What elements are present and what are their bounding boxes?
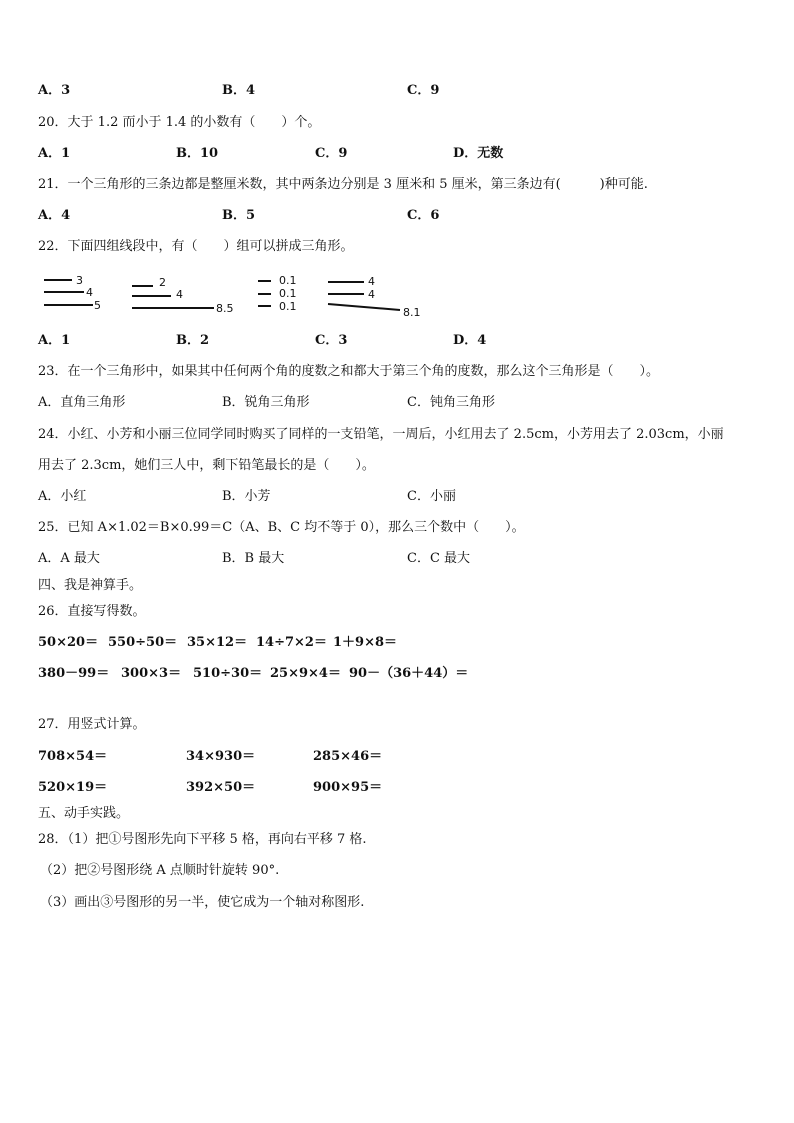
q27-calc-5: 392×50＝ bbox=[186, 780, 256, 795]
group3-label-2: 0.1 bbox=[279, 287, 297, 300]
q26-calc-2: 550÷50＝ bbox=[108, 635, 178, 650]
group1-label-2: 4 bbox=[86, 286, 93, 299]
q22-option-a[interactable]: A．1 bbox=[38, 333, 71, 348]
group1-label-1: 3 bbox=[76, 274, 83, 287]
q26-calc-9: 25×9×4＝ bbox=[270, 666, 341, 681]
q21-option-b[interactable]: B．5 bbox=[222, 208, 256, 223]
q21-question: 21．一个三角形的三条边都是整厘米数，其中两条边分别是 3 厘米和 5 厘米，第三条边有( )种可能. bbox=[38, 177, 648, 192]
q21-option-c[interactable]: C．6 bbox=[407, 208, 440, 223]
group2-label-1: 2 bbox=[159, 276, 166, 289]
q20-option-d[interactable]: D．无数 bbox=[453, 146, 504, 161]
q26-calc-6: 380－99＝ bbox=[38, 666, 110, 681]
segment-group-3 bbox=[258, 274, 297, 313]
group4-label-2: 4 bbox=[368, 288, 375, 301]
q27-calc-2: 34×930＝ bbox=[186, 749, 256, 764]
q24-option-a[interactable]: A．小红 bbox=[38, 489, 87, 504]
q19-option-a[interactable]: A．3 bbox=[38, 83, 71, 98]
q20-question: 20．大于 1.2 而小于 1.4 的小数有（ ）个。 bbox=[38, 115, 321, 130]
q26-calc-8: 510÷30＝ bbox=[193, 666, 263, 681]
q26-calc-4: 14÷7×2＝ bbox=[256, 635, 327, 650]
q20-option-b[interactable]: B．10 bbox=[176, 146, 219, 161]
q28-part-2: （2）把②号图形绕 A 点顺时针旋转 90°. bbox=[40, 863, 280, 878]
group1-label-3: 5 bbox=[94, 299, 101, 312]
q26-question: 26．直接写得数。 bbox=[38, 604, 146, 619]
q22-option-b[interactable]: B．2 bbox=[176, 333, 210, 348]
q22-question: 22．下面四组线段中，有（ ）组可以拼成三角形。 bbox=[38, 239, 354, 254]
section-5-heading: 五、动手实践。 bbox=[38, 806, 130, 821]
group3-label-3: 0.1 bbox=[279, 300, 297, 313]
q23-option-c[interactable]: C．钝角三角形 bbox=[407, 395, 495, 410]
q24-question-line2: 用去了 2.3cm，她们三人中，剩下铅笔最长的是（ ）。 bbox=[38, 458, 375, 473]
q26-calc-7: 300×3＝ bbox=[121, 666, 182, 681]
q22-option-c[interactable]: C．3 bbox=[315, 333, 348, 348]
q27-calc-6: 900×95＝ bbox=[313, 780, 383, 795]
group2-label-2: 4 bbox=[176, 288, 183, 301]
section-4-heading: 四、我是神算手。 bbox=[38, 578, 143, 593]
line-segments-figure bbox=[38, 270, 458, 322]
q27-calc-4: 520×19＝ bbox=[38, 780, 108, 795]
q24-question-line1: 24．小红、小芳和小丽三位同学同时购买了同样的一支铅笔，一周后，小红用去了 2.5cm，小芳用去了 2.03cm，小丽 bbox=[38, 427, 724, 442]
group4-label-1: 4 bbox=[368, 275, 375, 288]
q23-option-a[interactable]: A．直角三角形 bbox=[38, 395, 126, 410]
q23-question: 23．在一个三角形中，如果其中任何两个角的度数之和都大于第三个角的度数，那么这个三角形是（ ）。 bbox=[38, 364, 660, 379]
segment-group-4 bbox=[328, 275, 421, 319]
q24-option-b[interactable]: B．小芳 bbox=[222, 489, 271, 504]
q25-option-c[interactable]: C．C 最大 bbox=[407, 551, 471, 566]
q23-option-b[interactable]: B．锐角三角形 bbox=[222, 395, 310, 410]
segment-group-2 bbox=[132, 276, 234, 315]
q26-calc-3: 35×12＝ bbox=[187, 635, 248, 650]
group2-label-3: 8.5 bbox=[216, 302, 234, 315]
q20-option-a[interactable]: A．1 bbox=[38, 146, 71, 161]
q25-question: 25．已知 A×1.02＝B×0.99＝C（A、B、C 均不等于 0），那么三个数中（ ）。 bbox=[38, 520, 525, 535]
q28-part-3: （3）画出③号图形的另一半，使它成为一个轴对称图形. bbox=[40, 895, 365, 910]
q24-option-c[interactable]: C．小丽 bbox=[407, 489, 456, 504]
q26-calc-1: 50×20＝ bbox=[38, 635, 99, 650]
group3-label-1: 0.1 bbox=[279, 274, 297, 287]
q25-option-a[interactable]: A．A 最大 bbox=[38, 551, 100, 566]
segment-group-1 bbox=[44, 274, 101, 312]
q20-option-c[interactable]: C．9 bbox=[315, 146, 348, 161]
q27-calc-3: 285×46＝ bbox=[313, 749, 383, 764]
q19-option-c[interactable]: C．9 bbox=[407, 83, 440, 98]
q27-question: 27．用竖式计算。 bbox=[38, 717, 146, 732]
q28-part-1: 28．（1）把①号图形先向下平移 5 格，再向右平移 7 格. bbox=[38, 832, 367, 847]
q19-option-b[interactable]: B．4 bbox=[222, 83, 256, 98]
q26-calc-10: 90－（36＋44）＝ bbox=[349, 666, 469, 681]
q27-calc-1: 708×54＝ bbox=[38, 749, 108, 764]
group4-label-3: 8.1 bbox=[403, 306, 421, 319]
q22-option-d[interactable]: D．4 bbox=[453, 333, 487, 348]
q25-option-b[interactable]: B．B 最大 bbox=[222, 551, 285, 566]
q21-option-a[interactable]: A．4 bbox=[38, 208, 71, 223]
q26-calc-5: 1＋9×8＝ bbox=[333, 635, 398, 650]
